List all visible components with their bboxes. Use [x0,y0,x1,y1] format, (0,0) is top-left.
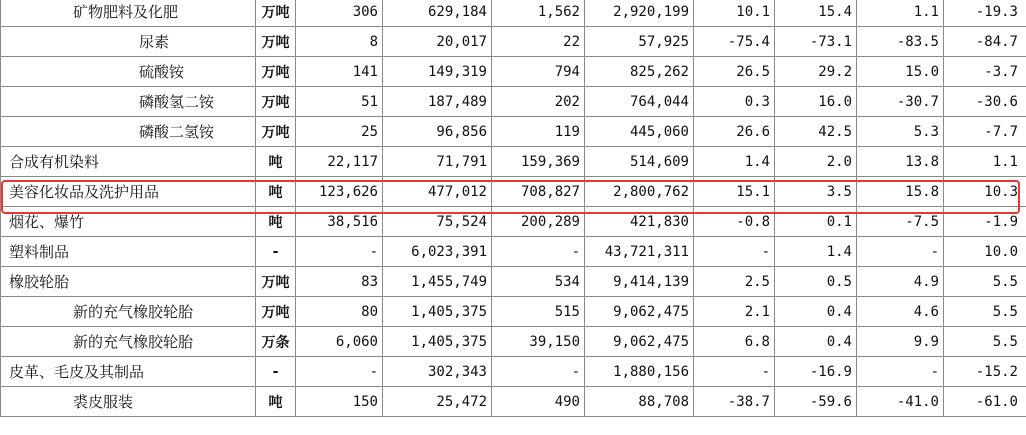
value-cell: 708,827 [492,177,585,207]
value-cell: - [492,357,585,387]
value-cell: 2.0 [775,147,857,177]
value-cell: -38.7 [694,387,775,417]
value-cell: -16.9 [775,357,857,387]
table-row [1,27,1026,57]
value-cell: -84.7 [944,27,1026,57]
value-cell: 39,150 [492,327,585,357]
value-cell: 26.6 [694,117,775,147]
value-cell: -0.8 [694,207,775,237]
value-cell: 25,472 [383,387,492,417]
value-cell: 306 [296,0,383,27]
value-cell: 1.1 [857,0,944,27]
value-cell: 5.5 [944,327,1026,357]
table-row [1,387,1026,417]
row-label: 硫酸铵 [1,57,256,87]
value-cell: 75,524 [383,207,492,237]
value-cell: 4.9 [857,267,944,297]
unit-cell: - [256,237,296,267]
table-row-highlighted [1,177,1026,207]
value-cell: 123,626 [296,177,383,207]
unit-cell: 吨 [256,177,296,207]
value-cell: 9.9 [857,327,944,357]
value-cell: 302,343 [383,357,492,387]
value-cell: 515 [492,297,585,327]
row-label: 烟花、爆竹 [1,207,256,237]
row-label: 皮革、毛皮及其制品 [1,357,256,387]
value-cell: 26.5 [694,57,775,87]
value-cell: 15.0 [857,57,944,87]
row-label: 矿物肥料及化肥 [1,0,256,27]
table-body [1,0,1026,417]
value-cell: -83.5 [857,27,944,57]
value-cell: - [694,357,775,387]
value-cell: -73.1 [775,27,857,57]
value-cell: - [492,237,585,267]
value-cell: 71,791 [383,147,492,177]
value-cell: 0.5 [775,267,857,297]
unit-cell: 万条 [256,327,296,357]
row-label: 裘皮服装 [1,387,256,417]
value-cell: - [296,237,383,267]
row-label: 磷酸二氢铵 [1,117,256,147]
value-cell: 202 [492,87,585,117]
value-cell: 13.8 [857,147,944,177]
value-cell: 0.4 [775,327,857,357]
value-cell: 0.1 [775,207,857,237]
unit-cell: 万吨 [256,87,296,117]
row-label: 塑料制品 [1,237,256,267]
value-cell: 15.4 [775,0,857,27]
value-cell: 9,062,475 [585,297,694,327]
value-cell: 1.1 [944,147,1026,177]
unit-cell: 万吨 [256,297,296,327]
value-cell: 2.5 [694,267,775,297]
table-row [1,357,1026,387]
value-cell: 80 [296,297,383,327]
value-cell: 2,920,199 [585,0,694,27]
value-cell: 22,117 [296,147,383,177]
value-cell: 42.5 [775,117,857,147]
unit-cell: - [256,357,296,387]
value-cell: 9,062,475 [585,327,694,357]
unit-cell: 万吨 [256,267,296,297]
value-cell: -59.6 [775,387,857,417]
value-cell: 477,012 [383,177,492,207]
value-cell: 764,044 [585,87,694,117]
value-cell: - [296,357,383,387]
value-cell: 22 [492,27,585,57]
value-cell: 187,489 [383,87,492,117]
row-label: 新的充气橡胶轮胎 [1,327,256,357]
value-cell: 1,405,375 [383,327,492,357]
value-cell: 490 [492,387,585,417]
value-cell: - [694,237,775,267]
value-cell: 421,830 [585,207,694,237]
value-cell: 57,925 [585,27,694,57]
value-cell: 15.8 [857,177,944,207]
value-cell: 629,184 [383,0,492,27]
value-cell: -30.6 [944,87,1026,117]
row-label: 合成有机染料 [1,147,256,177]
value-cell: 6.8 [694,327,775,357]
value-cell: 1,880,156 [585,357,694,387]
value-cell: 83 [296,267,383,297]
value-cell: 119 [492,117,585,147]
value-cell: 149,319 [383,57,492,87]
value-cell: 534 [492,267,585,297]
value-cell: -1.9 [944,207,1026,237]
unit-cell: 吨 [256,147,296,177]
table-row [1,147,1026,177]
value-cell: -19.3 [944,0,1026,27]
value-cell: 445,060 [585,117,694,147]
value-cell: 20,017 [383,27,492,57]
value-cell: 0.4 [775,297,857,327]
value-cell: -7.7 [944,117,1026,147]
value-cell: 9,414,139 [585,267,694,297]
unit-cell: 万吨 [256,57,296,87]
value-cell: 6,060 [296,327,383,357]
table-row [1,297,1026,327]
table-row [1,267,1026,297]
table-row [1,117,1026,147]
value-cell: 43,721,311 [585,237,694,267]
value-cell: 25 [296,117,383,147]
value-cell: 10.0 [944,237,1026,267]
value-cell: 1.4 [694,147,775,177]
value-cell: 15.1 [694,177,775,207]
value-cell: -41.0 [857,387,944,417]
unit-cell: 万吨 [256,27,296,57]
table-row [1,237,1026,267]
table-row [1,327,1026,357]
value-cell: 1,562 [492,0,585,27]
row-label: 磷酸氢二铵 [1,87,256,117]
unit-cell: 吨 [256,387,296,417]
row-label: 尿素 [1,27,256,57]
value-cell: - [857,357,944,387]
value-cell: 38,516 [296,207,383,237]
value-cell: 3.5 [775,177,857,207]
value-cell: 10.3 [944,177,1026,207]
value-cell: -3.7 [944,57,1026,87]
value-cell: 96,856 [383,117,492,147]
value-cell: 1,405,375 [383,297,492,327]
value-cell: 0.3 [694,87,775,117]
unit-cell: 万吨 [256,117,296,147]
value-cell: -75.4 [694,27,775,57]
value-cell: 8 [296,27,383,57]
row-label: 美容化妆品及洗护用品 [1,177,256,207]
value-cell: - [857,237,944,267]
value-cell: 159,369 [492,147,585,177]
value-cell: 5.5 [944,297,1026,327]
table-row [1,207,1026,237]
row-label: 橡胶轮胎 [1,267,256,297]
value-cell: 794 [492,57,585,87]
unit-cell: 吨 [256,207,296,237]
value-cell: 10.1 [694,0,775,27]
value-cell: 825,262 [585,57,694,87]
table-row [1,0,1026,27]
value-cell: 5.3 [857,117,944,147]
value-cell: 16.0 [775,87,857,117]
value-cell: 514,609 [585,147,694,177]
value-cell: 141 [296,57,383,87]
value-cell: -30.7 [857,87,944,117]
value-cell: 200,289 [492,207,585,237]
value-cell: 51 [296,87,383,117]
value-cell: 88,708 [585,387,694,417]
table-row [1,57,1026,87]
value-cell: -15.2 [944,357,1026,387]
unit-cell: 万吨 [256,0,296,27]
value-cell: 2,800,762 [585,177,694,207]
value-cell: 5.5 [944,267,1026,297]
value-cell: 4.6 [857,297,944,327]
value-cell: 1,455,749 [383,267,492,297]
row-label: 新的充气橡胶轮胎 [1,297,256,327]
value-cell: 2.1 [694,297,775,327]
value-cell: -7.5 [857,207,944,237]
value-cell: 29.2 [775,57,857,87]
value-cell: 150 [296,387,383,417]
value-cell: 1.4 [775,237,857,267]
value-cell: 6,023,391 [383,237,492,267]
value-cell: -61.0 [944,387,1026,417]
table-row [1,87,1026,117]
